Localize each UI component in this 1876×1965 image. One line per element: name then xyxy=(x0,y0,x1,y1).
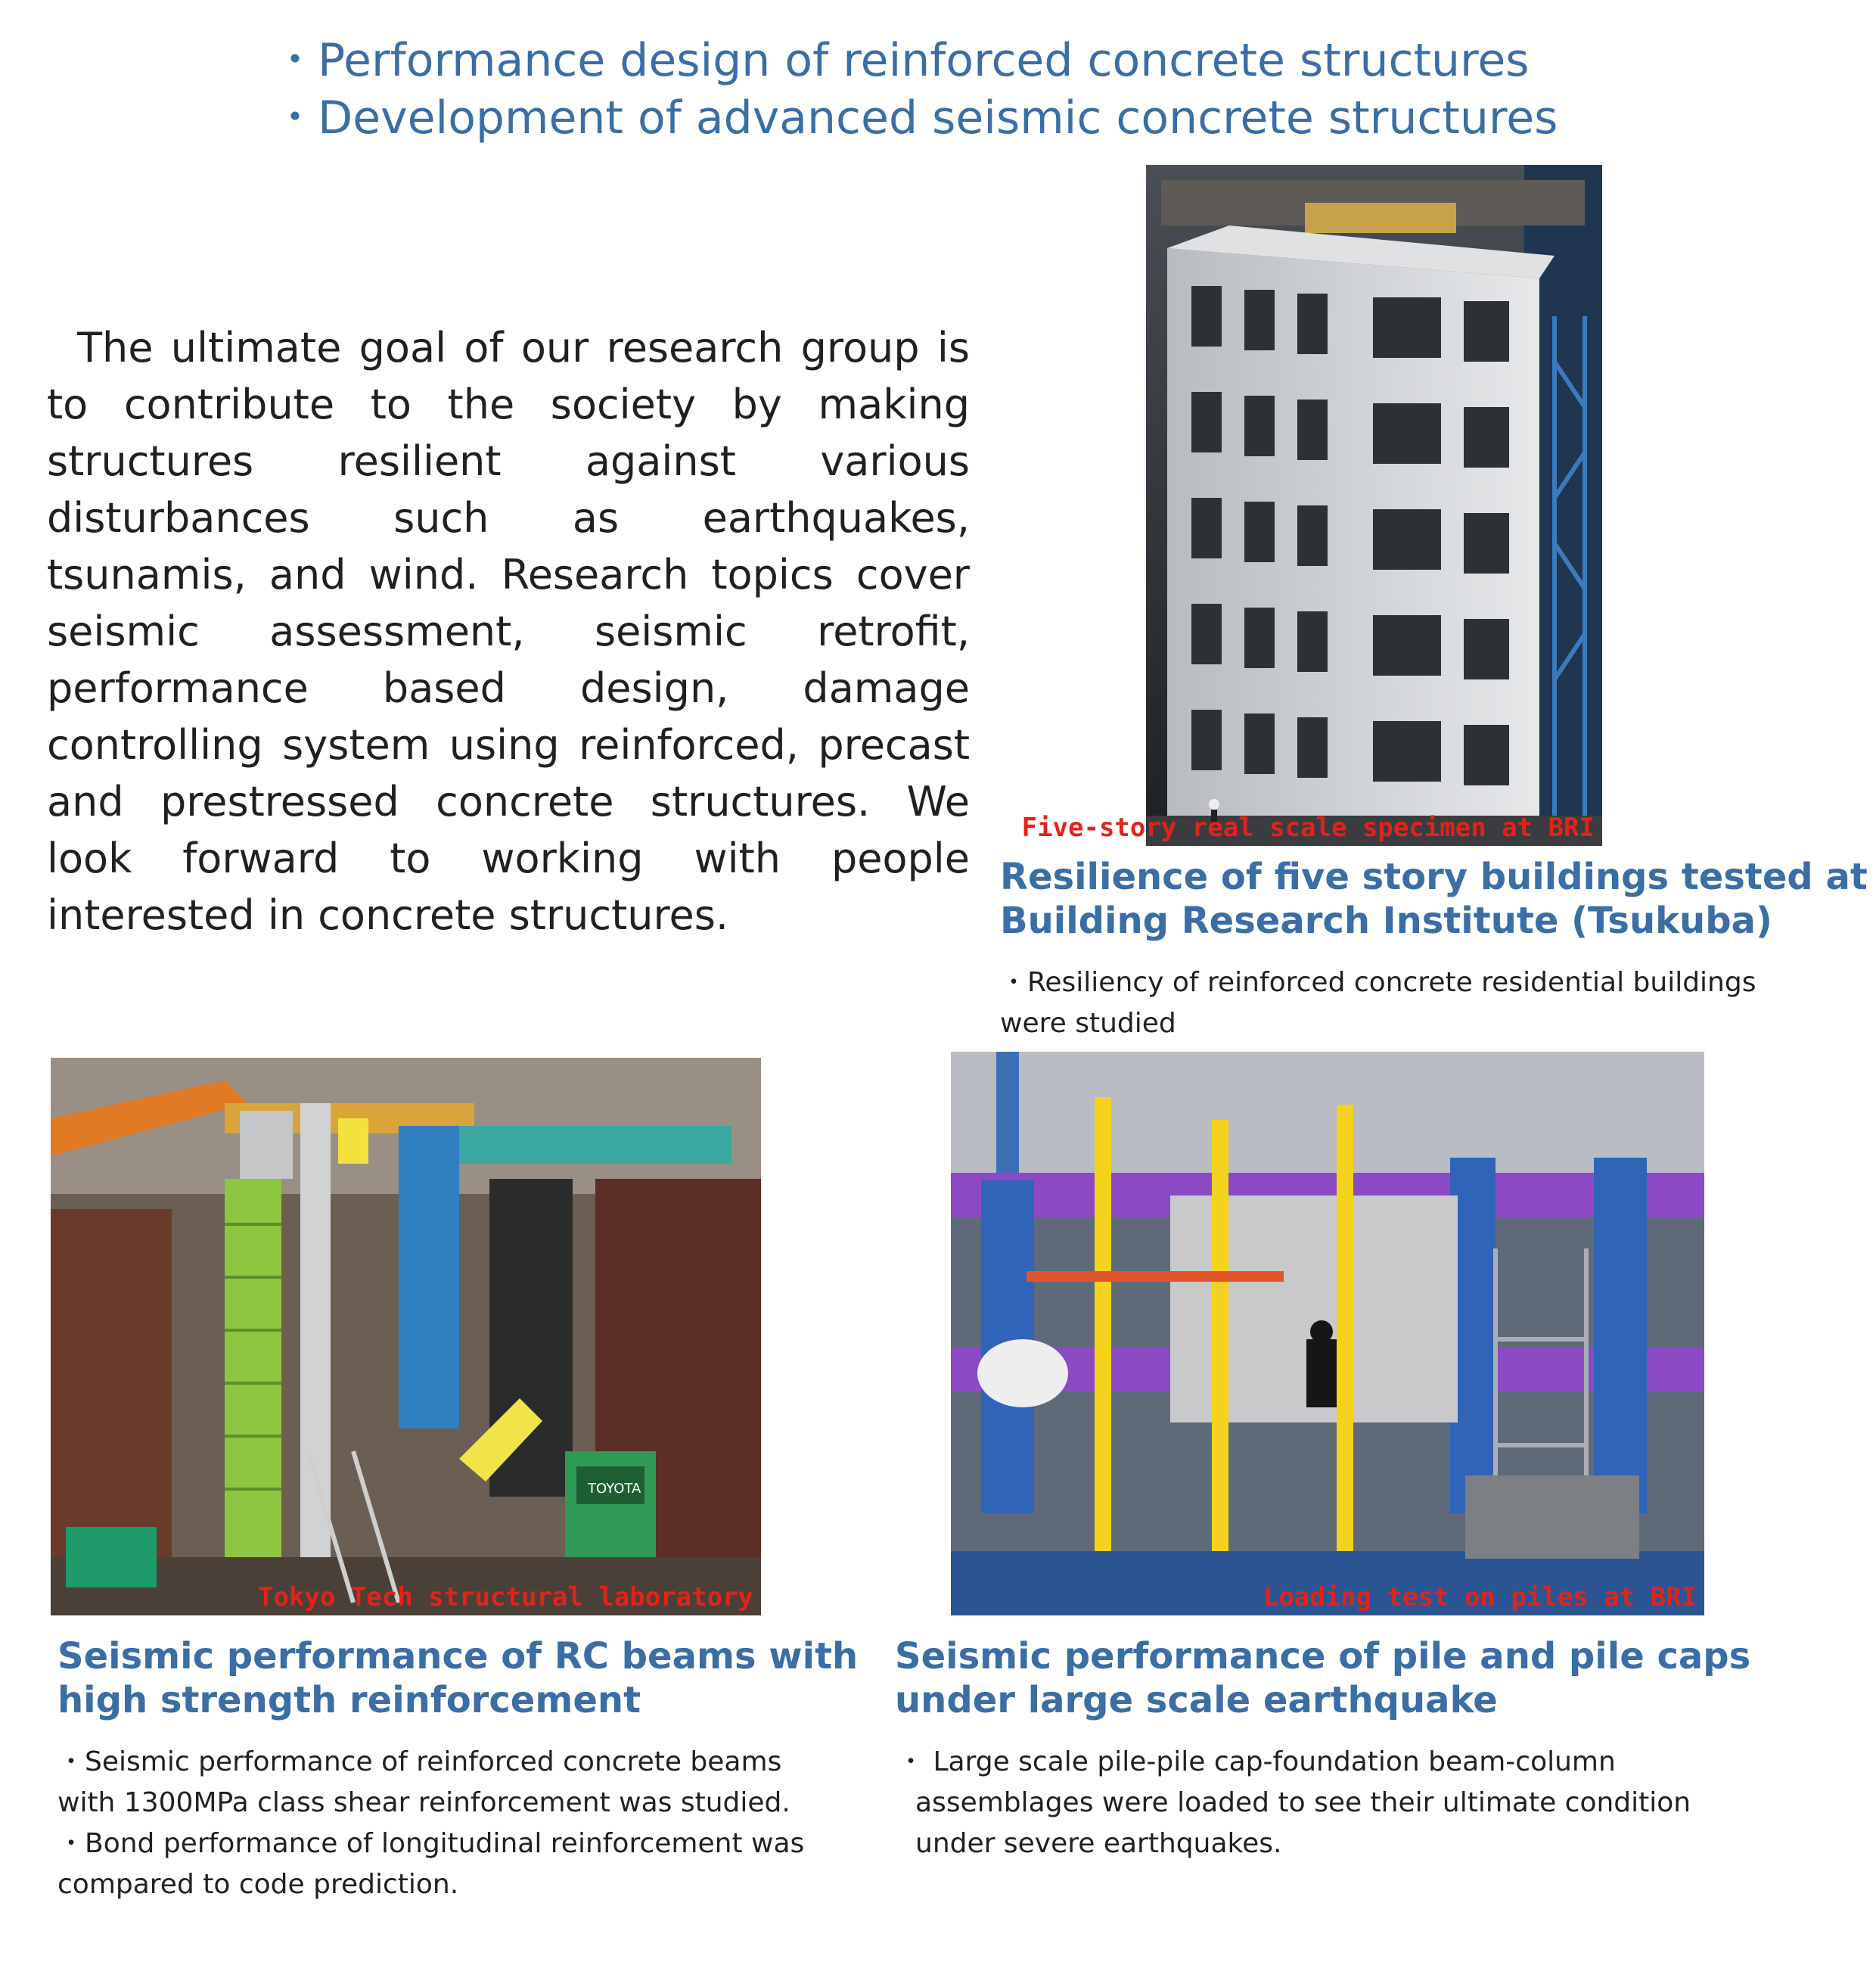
photo-caption-bri: Five-story real scale specimen at BRI xyxy=(1021,813,1595,843)
heading-beams-line-2: high strength reinforcement xyxy=(57,1679,641,1721)
intro-paragraph xyxy=(47,319,970,944)
desc-beams-line-4: compared to code prediction. xyxy=(57,1869,459,1900)
desc-bri xyxy=(1000,962,1756,1044)
heading-piles xyxy=(895,1634,1750,1722)
photo-pile-loading-test xyxy=(951,1052,1704,1615)
photo-five-story-specimen xyxy=(1021,165,1602,846)
desc-beams-line-2: with 1300MPa class shear reinforcement was studied. xyxy=(57,1787,790,1818)
heading-beams-line-1: Seismic performance of RC beams with xyxy=(57,1635,859,1677)
heading-bri-line-1: Resilience of five story buildings tested at xyxy=(1000,856,1868,898)
intro-text: The ultimate goal of our research group is to contribute to the society by making structures resilient against various disturbances such as earthquakes, tsunamis, and wind. Research topics cover seismic assessment, seismic retrofit, performance based design, damage controlling system using reinforced, precast and prestressed concrete structures. We look forward to working with people interested in concrete structures. xyxy=(47,324,970,939)
desc-beams-line-1: ・Seismic performance of reinforced concrete beams xyxy=(57,1746,782,1777)
desc-piles-line-1: ・ Large scale pile-pile cap-foundation beam-column xyxy=(897,1746,1616,1777)
photo-caption-tokyo-tech: Tokyo Tech structural laboratory xyxy=(257,1582,753,1612)
forklift-label: TOYOTA xyxy=(588,1481,641,1497)
header-line-1: ・Performance design of reinforced concrete structures xyxy=(272,34,1530,87)
desc-bri-line-2: were studied xyxy=(1000,1008,1176,1039)
header-line-2: ・Development of advanced seismic concrete structures xyxy=(272,92,1558,145)
pile-loading-test-image xyxy=(951,1052,1704,1615)
desc-beams xyxy=(57,1742,822,1905)
heading-piles-line-1: Seismic performance of pile and pile caps xyxy=(895,1635,1751,1677)
structural-lab-image xyxy=(51,1058,761,1615)
photo-caption-piles: Loading test on piles at BRI xyxy=(1263,1582,1697,1612)
photo-tokyo-tech-lab xyxy=(51,1058,761,1615)
five-story-building-image xyxy=(1146,165,1602,846)
heading-bri-line-2: Building Research Institute (Tsukuba) xyxy=(1000,900,1772,942)
heading-piles-line-2: under large scale earthquake xyxy=(895,1679,1498,1721)
desc-piles-line-3: under severe earthquakes. xyxy=(915,1828,1282,1859)
desc-piles-line-2: assemblages were loaded to see their ultimate condition xyxy=(915,1787,1691,1818)
desc-piles xyxy=(897,1742,1729,1864)
desc-bri-line-1: ・Resiliency of reinforced concrete residential buildings xyxy=(1000,967,1756,998)
heading-beams xyxy=(57,1634,858,1722)
desc-beams-line-3: ・Bond performance of longitudinal reinforcement was xyxy=(57,1828,805,1859)
heading-bri xyxy=(1000,855,1868,943)
